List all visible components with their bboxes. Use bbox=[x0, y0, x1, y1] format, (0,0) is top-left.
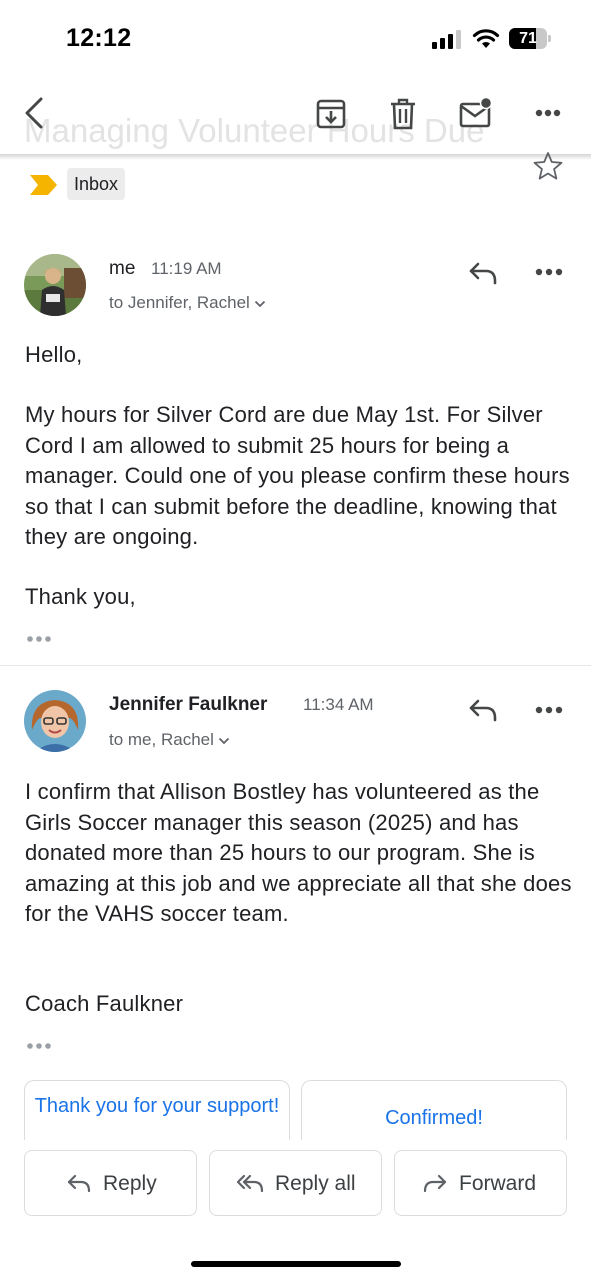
message-time: 11:34 AM bbox=[303, 695, 374, 714]
forward-label: Forward bbox=[459, 1172, 537, 1195]
back-icon[interactable] bbox=[22, 96, 46, 130]
forward-button[interactable] bbox=[394, 1150, 567, 1216]
smart-reply-thank-you[interactable]: Thank you for your support! bbox=[24, 1080, 290, 1140]
recipients-toggle[interactable] bbox=[109, 730, 230, 750]
reply-all-button[interactable] bbox=[209, 1150, 382, 1216]
smart-reply-confirmed[interactable]: Confirmed! bbox=[301, 1080, 567, 1140]
reply-icon[interactable] bbox=[468, 261, 498, 285]
message-body: I confirm that Allison Bostley has volunteered as the Girls Soccer manager this season (2025) and has donated more than 25 hours to our program. She is amazing at this job and we appreciate all that she does for the VAHS soccer team. bbox=[25, 779, 572, 926]
show-trimmed-content-icon[interactable] bbox=[26, 1042, 54, 1050]
message-closing: Thank you, bbox=[25, 584, 136, 609]
star-icon[interactable] bbox=[532, 150, 564, 182]
more-options-icon[interactable] bbox=[535, 706, 563, 714]
message-signature: Coach Faulkner bbox=[25, 991, 184, 1016]
forward-icon bbox=[423, 1174, 447, 1194]
recipients-text: to Jennifer, Rachel bbox=[109, 293, 250, 312]
message-greeting: Hello, bbox=[25, 342, 83, 367]
reply-all-icon bbox=[236, 1174, 264, 1194]
recipients-toggle[interactable] bbox=[109, 293, 266, 313]
cellular-signal-icon bbox=[432, 29, 462, 49]
show-trimmed-content-icon[interactable] bbox=[26, 635, 54, 643]
sender-name: me bbox=[109, 258, 136, 279]
mark-unread-icon[interactable] bbox=[459, 97, 493, 129]
home-indicator[interactable] bbox=[191, 1261, 401, 1267]
importance-marker-icon[interactable] bbox=[30, 175, 58, 195]
chevron-down-icon bbox=[254, 300, 266, 308]
chevron-down-icon bbox=[218, 737, 230, 745]
message-body: My hours for Silver Cord are due May 1st. For Silver Cord I am allowed to submit 25 hours for being a manager. Could one of you please confirm these hours so that I can submit before the deadline, knowing that they are ongoing. bbox=[25, 402, 570, 549]
reply-icon bbox=[67, 1174, 91, 1194]
status-bar bbox=[0, 0, 591, 80]
status-time: 12:12 bbox=[66, 24, 132, 52]
message-time: 11:19 AM bbox=[151, 259, 222, 278]
more-options-icon[interactable] bbox=[535, 268, 563, 276]
message-divider bbox=[0, 665, 591, 666]
archive-icon[interactable] bbox=[316, 99, 346, 129]
toolbar bbox=[0, 80, 591, 156]
label-row bbox=[0, 166, 591, 206]
battery-percent: 71 bbox=[519, 30, 537, 47]
reply-icon[interactable] bbox=[468, 698, 498, 722]
delete-icon[interactable] bbox=[390, 98, 416, 130]
wifi-icon bbox=[472, 27, 500, 49]
battery-icon bbox=[509, 28, 551, 49]
toolbar-shadow bbox=[0, 154, 591, 160]
reply-button[interactable] bbox=[24, 1150, 197, 1216]
avatar[interactable] bbox=[24, 254, 86, 316]
subject-title: Managing Volunteer Hours Due bbox=[24, 112, 485, 149]
sender-name: Jennifer Faulkner bbox=[109, 694, 268, 715]
inbox-label-chip[interactable]: Inbox bbox=[67, 168, 125, 200]
recipients-text: to me, Rachel bbox=[109, 730, 214, 749]
more-icon[interactable] bbox=[535, 109, 561, 117]
reply-label: Reply bbox=[103, 1172, 157, 1195]
reply-all-label: Reply all bbox=[275, 1172, 356, 1195]
avatar[interactable] bbox=[24, 690, 86, 752]
